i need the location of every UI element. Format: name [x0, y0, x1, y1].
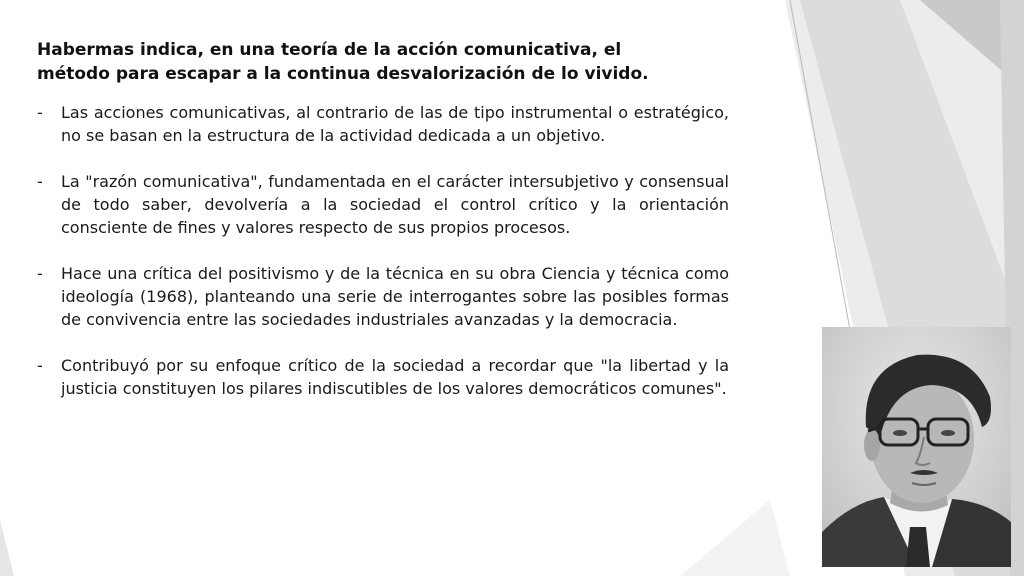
- bg-shape-bottom-wedge: [680, 500, 790, 576]
- portrait-photo: [822, 327, 1011, 567]
- slide-content: [37, 38, 729, 423]
- portrait-eye-right: [941, 430, 955, 436]
- heading-line-1: Habermas indica, en una teoría de la acción comunicativa, el: [37, 40, 622, 60]
- portrait-tie: [906, 527, 930, 567]
- bullet-text: Contribuyó por su enfoque crítico de la sociedad a recordar que "la libertad y la justicia constituyen los pilares indiscutibles de los valores democráticos comunes".: [61, 356, 729, 398]
- bg-shape-left-bottom: [0, 520, 14, 576]
- bullet-dash: -: [37, 356, 43, 375]
- bullet-item: [37, 101, 729, 147]
- bullet-text: Hace una crítica del positivismo y de la técnica en su obra Ciencia y técnica como ideología (1968), planteando una serie de interrogantes sobre las posibles formas de convivencia entre las sociedades industriales avanzadas y la democracia.: [61, 264, 729, 329]
- bullet-item: [37, 262, 729, 331]
- bullet-dash: -: [37, 264, 43, 283]
- heading-line-2: método para escapar a la continua desvalorización de lo vivido.: [37, 64, 649, 84]
- bullet-text: La "razón comunicativa", fundamentada en el carácter intersubjetivo y consensual de todo saber, devolvería a la sociedad el control crítico y la orientación consciente de fines y valores respecto de sus propios procesos.: [61, 172, 729, 237]
- bullet-item: [37, 354, 729, 400]
- bullet-list: [37, 101, 729, 400]
- slide-heading: [37, 38, 729, 86]
- bullet-item: [37, 170, 729, 239]
- bullet-dash: -: [37, 103, 43, 122]
- bullet-dash: -: [37, 172, 43, 191]
- bullet-text: Las acciones comunicativas, al contrario de las de tipo instrumental o estratégico, no se basan en la estructura de la actividad dedicada a un objetivo.: [61, 103, 729, 145]
- portrait-eye-left: [893, 430, 907, 436]
- portrait-ear: [864, 429, 880, 461]
